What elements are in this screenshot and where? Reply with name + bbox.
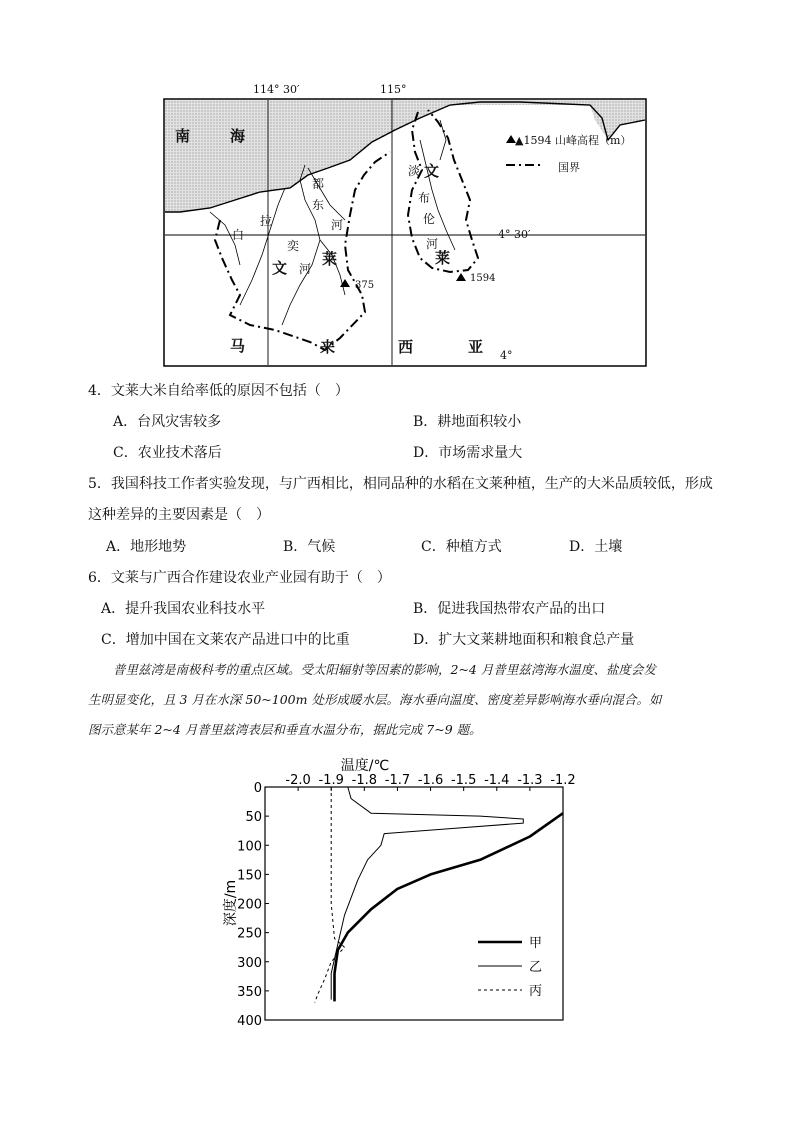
country-name-3: 西	[398, 338, 414, 356]
peak-1594-icon	[456, 273, 466, 281]
brunei-east-word-2: 莱	[435, 249, 451, 267]
x-tick-label: -1.3	[517, 773, 543, 788]
q6-option-b[interactable]: B．促进我国热带农产品的出口	[413, 601, 606, 617]
y-tick-label: 0	[253, 781, 262, 796]
peak-label-1594: 1594	[470, 273, 496, 284]
q5-option-d[interactable]: D．土壤	[569, 539, 623, 555]
river-duodong-2: 东	[312, 198, 325, 212]
country-name-4: 亚	[468, 338, 484, 356]
river-duodong-3: 河	[331, 218, 344, 232]
x-tick-label: -1.4	[484, 773, 510, 788]
sea-name-1: 南	[175, 127, 191, 145]
question-5-stem-line1: 5．我国科技工作者实验发现，与广西相比，相同品种的水稻在文莱种植，生产的大米品质较低，形成	[88, 476, 713, 492]
q5-option-c[interactable]: C．种植方式	[421, 539, 502, 555]
legend-label-1: 甲	[529, 936, 543, 951]
x-tick-label: -1.5	[450, 773, 477, 788]
river-baila-3: 奕	[287, 239, 300, 253]
question-6-stem: 6．文莱与广西合作建设农业产业园有助于（ ）	[88, 570, 391, 586]
passage-line-2: 生明显变化，且 3 月在水深 50~100m 处形成暖水层。海水垂向温度、密度差异影响海水垂向混合。如	[88, 692, 662, 707]
q6-option-d[interactable]: D．扩大文莱耕地面积和粮食总产量	[413, 632, 635, 648]
q6-option-a[interactable]: A．提升我国农业科技水平	[101, 601, 266, 617]
question-4-stem: 4．文莱大米自给率低的原因不包括（ ）	[88, 383, 349, 399]
y-tick-label: 200	[237, 897, 262, 913]
river-dan-3: 伦	[423, 212, 436, 226]
river-dan-1: 淡	[408, 164, 421, 178]
chart-xlabel: 温度/℃	[340, 758, 390, 774]
q4-option-c[interactable]: C．农业技术落后	[113, 445, 222, 461]
x-tick-label: -1.9	[318, 773, 344, 788]
q4-option-d[interactable]: D．市场需求量大	[413, 445, 523, 461]
y-tick-label: 300	[237, 955, 262, 971]
series-line-3	[315, 787, 345, 1003]
passage-line-3: 图示意某年 2~4 月普里兹湾表层和垂直水温分布，据此完成 7~9 题。	[88, 722, 482, 737]
country-name-1: 马	[230, 337, 246, 355]
y-tick-label: 50	[245, 810, 262, 826]
q5-option-b[interactable]: B．气候	[283, 539, 336, 555]
y-tick-label: 100	[237, 839, 262, 855]
legend-border-label: 国界	[558, 161, 580, 174]
y-tick-label: 250	[237, 926, 262, 942]
passage-line-1: 普里兹湾是南极科考的重点区域。受太阳辐射等因素的影响，2~4 月普里兹湾海水温度、盐度会发	[113, 662, 656, 677]
peak-label-375: 375	[355, 280, 375, 291]
x-tick-label: -1.6	[417, 773, 444, 788]
brunei-map	[150, 80, 670, 372]
plot-frame	[265, 787, 563, 1020]
series-line-2	[331, 787, 523, 1000]
x-tick-label: -1.8	[351, 773, 378, 788]
lon-label-1: 114° 30′	[253, 83, 300, 96]
q4-option-a[interactable]: A．台风灾害较多	[113, 414, 222, 430]
legend-label-3: 丙	[529, 984, 543, 999]
sea-name-2: 海	[230, 127, 246, 145]
river-baila-1: 白	[232, 228, 245, 242]
lat-label-2: 4°	[500, 349, 513, 362]
legend-label-2: 乙	[529, 960, 543, 975]
temperature-depth-chart	[215, 755, 595, 1035]
chart-ylabel: 深度/m	[223, 879, 239, 927]
river-dan-2: 布	[418, 191, 431, 205]
sea-area	[165, 100, 645, 212]
lat-label-1: 4° 30′	[498, 228, 531, 241]
x-tick-label: -1.7	[384, 773, 411, 788]
river-duodong-1: 都	[312, 177, 325, 191]
q5-option-a[interactable]: A．地形地势	[106, 539, 187, 555]
brunei-word-1: 文	[272, 259, 288, 277]
q6-option-c[interactable]: C．增加中国在文莱农产品进口中的比重	[101, 632, 350, 648]
river-baila-4: 河	[299, 262, 312, 276]
y-tick-label: 350	[237, 984, 262, 1000]
lon-label-2: 115°	[380, 83, 407, 96]
x-tick-label: -1.2	[550, 773, 576, 788]
legend-peak-label: ▲1594 山峰高程（m）	[515, 134, 632, 147]
question-5-stem-line2: 这种差异的主要因素是（ ）	[88, 507, 270, 523]
country-name-2: 来	[320, 338, 336, 356]
river-2	[240, 188, 288, 305]
river-baila-2: 拉	[260, 214, 273, 228]
brunei-word-2: 莱	[322, 250, 338, 268]
q4-option-b[interactable]: B．耕地面积较小	[413, 414, 522, 430]
river-dan-4: 河	[426, 237, 439, 251]
y-tick-label: 400	[237, 1014, 262, 1029]
y-tick-label: 150	[237, 868, 262, 884]
x-tick-label: -2.0	[285, 773, 311, 788]
brunei-east-word-1: 文	[424, 162, 440, 180]
